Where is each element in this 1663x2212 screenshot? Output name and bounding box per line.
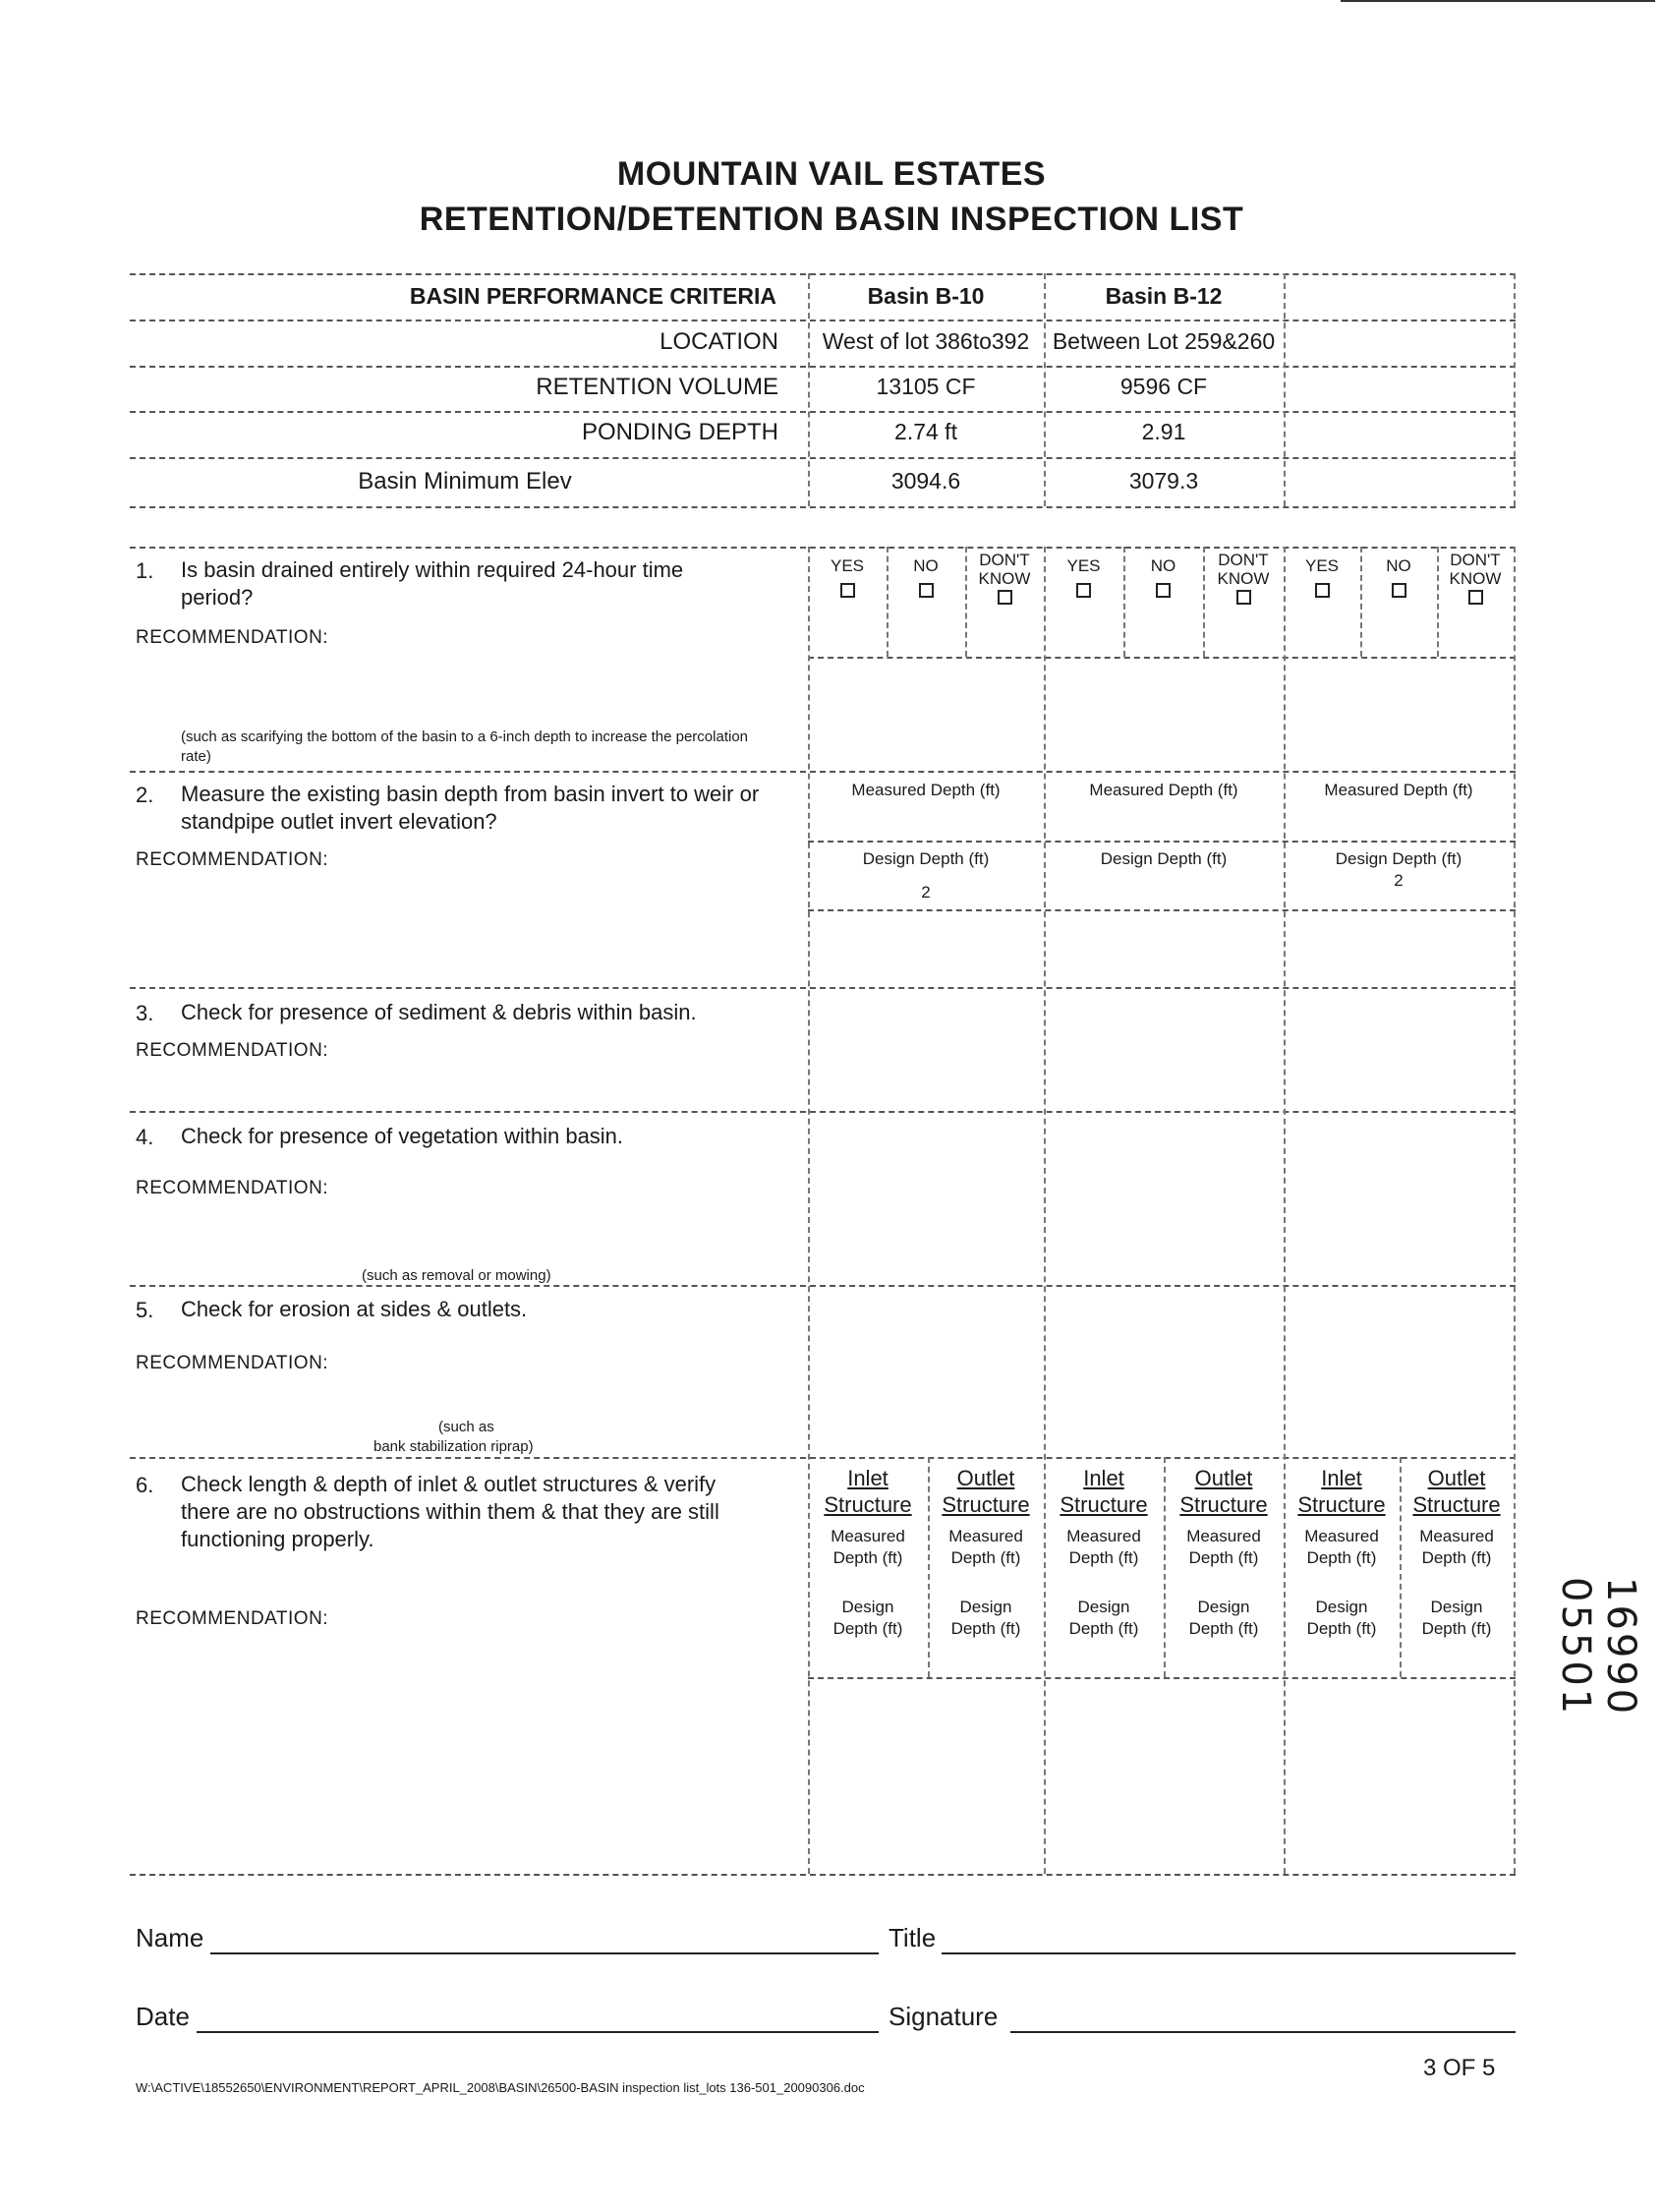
location-b12: Between Lot 259&260 <box>1052 328 1276 354</box>
q6-b12-outlet-design: Design Depth (ft) <box>1188 1598 1259 1638</box>
q6-b12-inlet-measured: Measured Depth (ft) <box>1066 1527 1141 1567</box>
retention-volume-b10: 13105 CF <box>876 374 976 399</box>
question-1-recommendation-label: RECOMMENDATION: <box>136 627 329 648</box>
document-title: MOUNTAIN VAIL ESTATES <box>616 155 1047 193</box>
name-field[interactable] <box>210 1952 879 1954</box>
document-subtitle: RETENTION/DETENTION BASIN INSPECTION LIST <box>419 201 1244 238</box>
title-label: Title <box>889 1923 937 1952</box>
checkbox[interactable] <box>840 583 855 598</box>
question-1-text: Is basin drained entirely within required 24-hour time period? <box>181 557 684 610</box>
q2-basin3-design-value: 2 <box>1394 871 1404 890</box>
signature-field[interactable] <box>1010 2031 1516 2033</box>
question-5-number: 5. <box>136 1298 154 1322</box>
q1-b12-dont-know[interactable] <box>1203 551 1284 609</box>
question-6-number: 6. <box>136 1473 154 1497</box>
q1-b12-no-label: NO <box>1150 556 1176 575</box>
checkbox[interactable] <box>998 590 1012 605</box>
q2-b12-design-label: Design Depth (ft) <box>1100 849 1228 868</box>
q6-b10-outlet-measured: Measured Depth (ft) <box>948 1527 1023 1567</box>
q1-b10-no-label: NO <box>913 556 939 575</box>
q6-b10-inlet-design: Design Depth (ft) <box>832 1598 903 1638</box>
retention-volume-b12: 9596 CF <box>1119 374 1208 399</box>
q1-basin3-dont-know-label: DON'T KNOW <box>1449 551 1502 588</box>
question-4-number: 4. <box>136 1125 154 1149</box>
q6-basin3-inlet-design: Design Depth (ft) <box>1306 1598 1377 1638</box>
criteria-heading: BASIN PERFORMANCE CRITERIA <box>409 283 776 309</box>
name-label: Name <box>136 1923 204 1952</box>
location-label: LOCATION <box>659 328 778 355</box>
ponding-depth-b10: 2.74 ft <box>894 419 957 444</box>
location-b10: West of lot 386to392 <box>822 328 1030 354</box>
title-field[interactable] <box>942 1952 1516 1954</box>
q6-basin3-outlet-header: Outlet Structure <box>1412 1466 1501 1517</box>
q2-b10-measured-label: Measured Depth (ft) <box>851 781 1001 799</box>
q6-basin3-outlet-design: Design Depth (ft) <box>1421 1598 1492 1638</box>
q1-b12-yes-label: YES <box>1066 556 1101 575</box>
question-6-recommendation-label: RECOMMENDATION: <box>136 1608 329 1629</box>
q6-b10-inlet-header: Inlet Structure <box>824 1466 912 1517</box>
question-3-text: Check for presence of sediment & debris within basin. <box>181 1000 697 1024</box>
question-6-text: Check length & depth of inlet & outlet structures & verify there are no obstructions within them & that they are still functioning properly. <box>181 1472 719 1551</box>
q1-b10-yes[interactable] <box>808 556 887 602</box>
q6-basin3-inlet-measured: Measured Depth (ft) <box>1304 1527 1379 1567</box>
q2-basin3-design-label: Design Depth (ft) <box>1335 849 1462 868</box>
q1-b10-no[interactable] <box>887 556 965 602</box>
date-label: Date <box>136 2002 190 2031</box>
checkbox[interactable] <box>919 583 934 598</box>
question-5-text: Check for erosion at sides & outlets. <box>181 1297 528 1321</box>
checkbox[interactable] <box>1315 583 1330 598</box>
q1-b12-dont-know-label: DON'T KNOW <box>1217 551 1270 588</box>
q2-b12-measured-label: Measured Depth (ft) <box>1089 781 1238 799</box>
checkbox[interactable] <box>1468 590 1483 605</box>
question-5-recommendation-label: RECOMMENDATION: <box>136 1353 329 1373</box>
basin-b12-header: Basin B-12 <box>1105 283 1223 309</box>
checkbox[interactable] <box>1076 583 1091 598</box>
question-4-recommendation-label: RECOMMENDATION: <box>136 1178 329 1198</box>
q6-b10-outlet-design: Design Depth (ft) <box>950 1598 1021 1638</box>
q2-b10-design-label: Design Depth (ft) <box>862 849 990 868</box>
q1-b10-dont-know-label: DON'T KNOW <box>978 551 1031 588</box>
question-1-number: 1. <box>136 558 154 583</box>
basin-min-elev-label: Basin Minimum Elev <box>358 468 572 495</box>
q2-b10-design-value: 2 <box>921 883 931 902</box>
question-2-text: Measure the existing basin depth from basin invert to weir or standpipe outlet invert elevation? <box>181 782 760 834</box>
basin-b10-header: Basin B-10 <box>867 283 985 309</box>
q1-basin3-yes-label: YES <box>1304 556 1340 575</box>
q1-basin3-dont-know[interactable] <box>1437 551 1514 609</box>
q1-b10-dont-know[interactable] <box>965 551 1044 609</box>
q6-b12-outlet-header: Outlet Structure <box>1179 1466 1268 1517</box>
question-3-recommendation-label: RECOMMENDATION: <box>136 1040 329 1061</box>
ponding-depth-b12: 2.91 <box>1141 419 1186 444</box>
question-2-number: 2. <box>136 783 154 807</box>
q6-b12-inlet-design: Design Depth (ft) <box>1068 1598 1139 1638</box>
question-2-recommendation-label: RECOMMENDATION: <box>136 849 329 870</box>
q6-b10-outlet-header: Outlet Structure <box>942 1466 1030 1517</box>
q6-b12-inlet-header: Inlet Structure <box>1060 1466 1148 1517</box>
q6-basin3-inlet-header: Inlet Structure <box>1297 1466 1386 1517</box>
q1-b12-no[interactable] <box>1123 556 1203 602</box>
checkbox[interactable] <box>1236 590 1251 605</box>
checkbox[interactable] <box>1156 583 1171 598</box>
date-field[interactable] <box>197 2031 879 2033</box>
checkbox[interactable] <box>1392 583 1406 598</box>
question-5-note-line1: (such as <box>438 1419 494 1435</box>
basin-min-elev-b12: 3079.3 <box>1128 468 1199 494</box>
q1-basin3-no[interactable] <box>1360 556 1437 602</box>
question-3-number: 3. <box>136 1001 154 1025</box>
basin-min-elev-b10: 3094.6 <box>890 468 961 494</box>
q1-basin3-yes[interactable] <box>1284 556 1360 602</box>
ponding-depth-label: PONDING DEPTH <box>581 419 778 445</box>
signature-label: Signature <box>889 2002 999 2031</box>
q6-b10-inlet-measured: Measured Depth (ft) <box>831 1527 905 1567</box>
question-5-note-line2: bank stabilization riprap) <box>373 1438 534 1455</box>
retention-volume-label: RETENTION VOLUME <box>536 374 778 400</box>
q6-b12-outlet-measured: Measured Depth (ft) <box>1186 1527 1261 1567</box>
q1-basin3-no-label: NO <box>1386 556 1411 575</box>
q2-basin3-measured-label: Measured Depth (ft) <box>1324 781 1473 799</box>
page-number: 3 OF 5 <box>1423 2055 1496 2081</box>
question-4-text: Check for presence of vegetation within basin. <box>181 1124 624 1148</box>
document-stamp: 16990 05501 <box>1553 1577 1643 1717</box>
q6-basin3-outlet-measured: Measured Depth (ft) <box>1419 1527 1494 1567</box>
question-4-note: (such as removal or mowing) <box>362 1267 551 1284</box>
question-1-note: (such as scarifying the bottom of the basin to a 6-inch depth to increase the percolation rate) <box>181 728 749 765</box>
scan-edge-line <box>1341 0 1655 2</box>
q1-b10-yes-label: YES <box>830 556 865 575</box>
file-path: W:\ACTIVE\18552650\ENVIRONMENT\REPORT_APRIL_2008\BASIN\26500-BASIN inspection list_lots 136-501_20090306.doc <box>136 2080 865 2095</box>
q1-b12-yes[interactable] <box>1044 556 1123 602</box>
